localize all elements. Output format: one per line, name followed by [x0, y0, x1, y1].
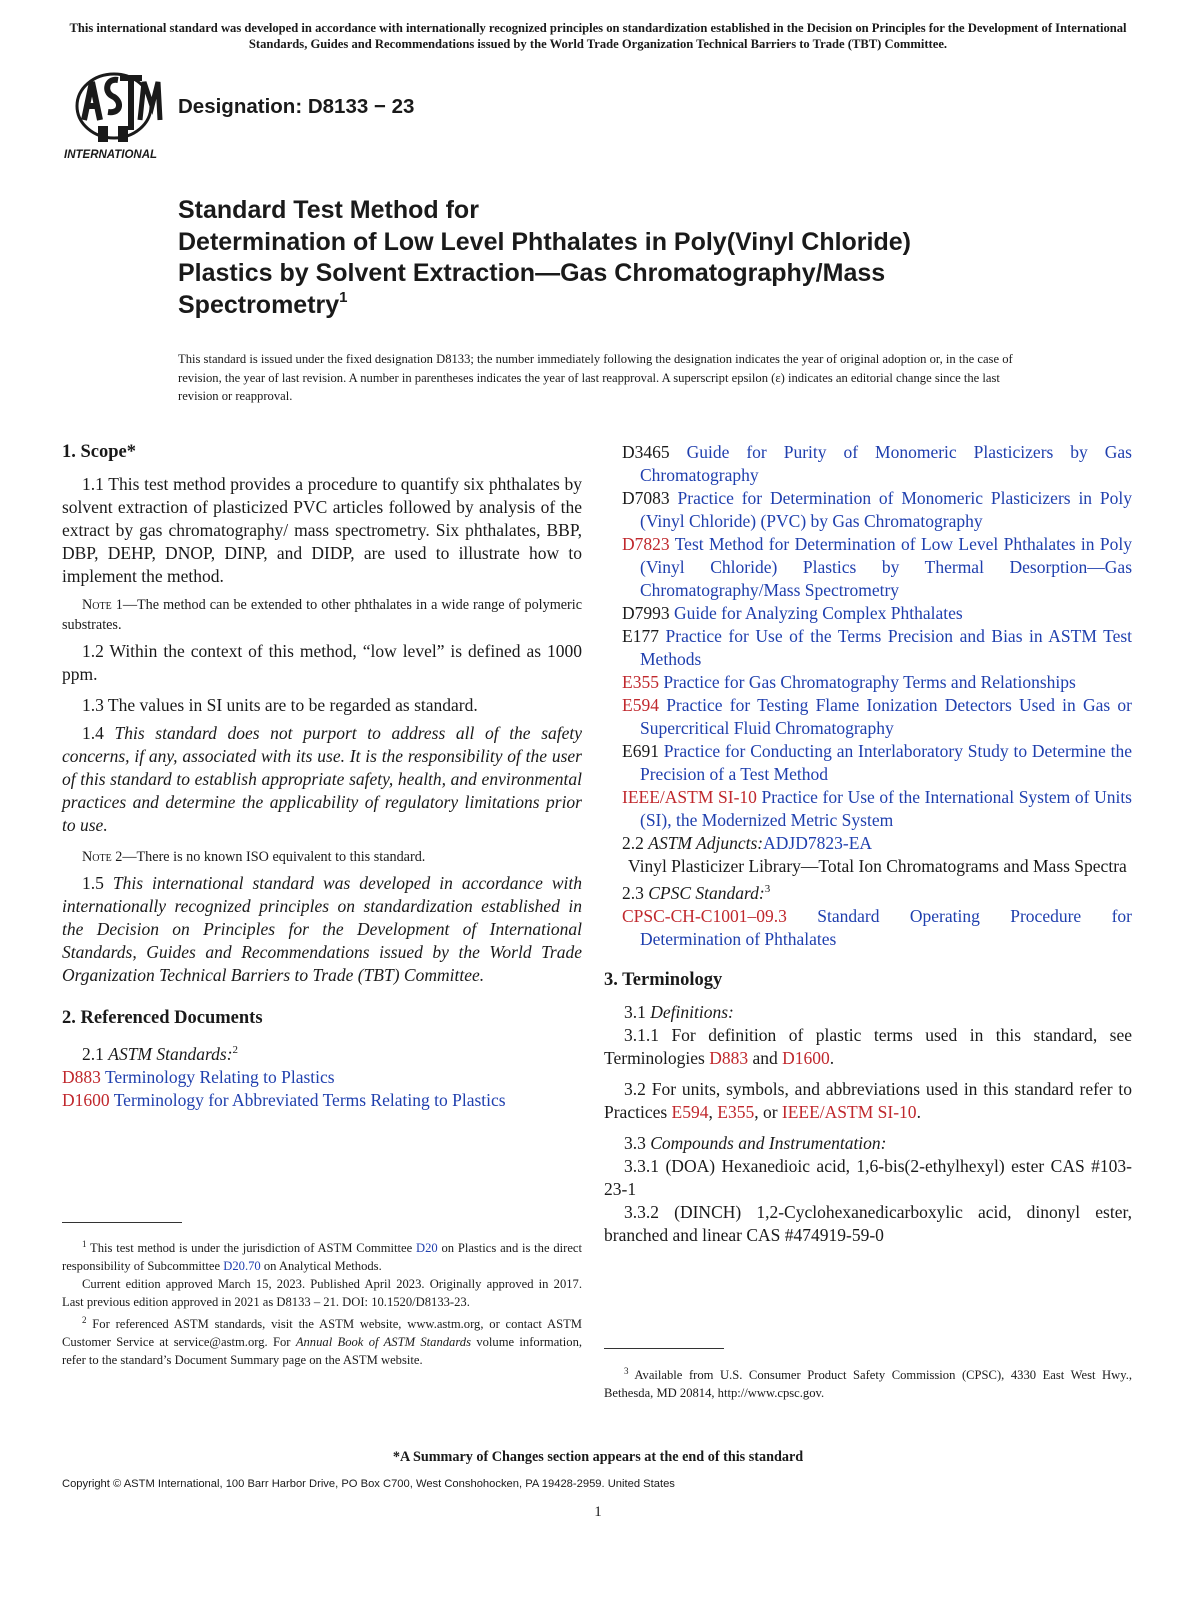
title-line-1: Standard Test Method for — [178, 196, 479, 224]
document-title — [178, 195, 958, 321]
left-column — [62, 441, 582, 1112]
issue-note: This standard is issued under the fixed designation D8133; the number immediately following the designation indicates the year of original adoption or, in the case of revision, the year of last revision. A number in parentheses indicates the year of last reapproval. A superscript epsilon (ε) indicates an editorial change since the last revision or reapproval. — [178, 352, 1013, 403]
ref-title[interactable]: Practice for Gas Chromatography Terms and Relationships — [663, 672, 1076, 692]
refdocs-heading: 2. Referenced Documents — [62, 1008, 263, 1028]
footnotes-left — [62, 1222, 582, 1369]
ref-code[interactable]: E355 — [622, 672, 659, 692]
para-3-3-1: 3.3.1 (DOA) Hexanedioic acid, 1,6-bis(2-ethylhexyl) ester CAS #103-23-1 — [604, 1155, 1132, 1199]
ref-code[interactable]: D1600 — [62, 1089, 110, 1110]
para-1-5-text: This international standard was developed in accordance with internationally recognized principles on standardization established in the Decision on Principles for the Development of International Standards, Guides and Recommendations issued by the World Trade Organization Technical Barriers to Trade (TBT) Committee. — [62, 873, 583, 985]
para-3-1 — [604, 1001, 1132, 1024]
ref-title[interactable]: Guide for Purity of Monomeric Plasticizers by Gas Chromatography — [640, 442, 1132, 485]
ref-code[interactable]: E177 — [622, 626, 659, 646]
para-1-5 — [62, 872, 582, 987]
ref-title[interactable]: Guide for Analyzing Complex Phthalates — [674, 603, 963, 623]
para-3-3-label: Compounds and Instrumentation: — [650, 1132, 887, 1153]
footnote-2 — [62, 1311, 582, 1369]
ref-d7823[interactable] — [622, 533, 1132, 602]
para-2-1-num: 2.1 — [82, 1043, 104, 1064]
footnote-3-mark: 3 — [624, 1366, 629, 1376]
note-1-text: —The method can be extended to other phthalates in a wide range of polymeric substrates. — [62, 597, 582, 633]
ref-code[interactable]: D3465 — [622, 442, 670, 462]
para-2-2-num: 2.2 — [622, 833, 644, 853]
ref-code[interactable]: E594 — [622, 695, 659, 715]
adjunct-description: Vinyl Plasticizer Library—Total Ion Chromatograms and Mass Spectra — [628, 856, 1127, 876]
ref-d883[interactable] — [62, 1066, 582, 1089]
ref-code[interactable]: E691 — [622, 741, 659, 761]
para-1-4-num: 1.4 — [82, 723, 104, 743]
footnote-3 — [604, 1362, 1132, 1402]
logo-label: INTERNATIONAL — [64, 149, 158, 161]
note-1-label: Note 1 — [82, 597, 123, 613]
footnote-3-text: Available from U.S. Consumer Product Safety Commission (CPSC), 4330 East West Hwy., Bethesda, MD 20814, http://www.cpsc.gov. — [604, 1368, 1132, 1401]
link-e355[interactable]: E355 — [717, 1101, 755, 1122]
footnote-link-d20-70[interactable]: D20.70 — [223, 1259, 261, 1274]
ref-title[interactable]: Standard Operating Procedure for Determination of Phthalates — [640, 905, 1133, 949]
ref-code[interactable]: IEEE/ASTM SI-10 — [622, 787, 757, 807]
footnote-2-text-b: volume information, refer to the standard’s Document Summary page on the ASTM website. — [62, 1335, 583, 1368]
para-1-4-text: This standard does not purport to address all of the safety concerns, if any, associated with its use. It is the responsibility of the user of this standard to establish appropriate safety, health, and environmental practices and determine the applicability of regulatory limitations prior to use. — [62, 723, 583, 835]
ref-e594[interactable] — [622, 694, 1132, 740]
para-3-3-2: 3.3.2 (DINCH) 1,2-Cyclohexanedicarboxylic acid, dinonyl ester, branched and linear CAS #474919-59-0 — [604, 1201, 1132, 1245]
astm-logo — [62, 68, 166, 162]
ref-title[interactable]: Practice for Conducting an Interlaboratory Study to Determine the Precision of a Test Method — [640, 741, 1132, 784]
ref-e691[interactable] — [622, 740, 1132, 786]
summary-of-changes-note: *A Summary of Changes section appears at the end of this standard — [392, 1449, 804, 1465]
para-3-3-num: 3.3 — [624, 1132, 646, 1153]
para-2-3-label: CPSC Standard: — [648, 882, 765, 903]
para-2-3-num: 2.3 — [622, 882, 644, 903]
ref-title[interactable]: Practice for Testing Flame Ionization Detectors Used in Gas or Supercritical Fluid Chromatography — [640, 695, 1133, 738]
link-e594[interactable]: E594 — [671, 1101, 709, 1122]
para-3-2-or: , or — [754, 1101, 778, 1122]
footnotes-left-text — [62, 1235, 582, 1369]
link-ieee-si10[interactable]: IEEE/ASTM SI-10 — [781, 1101, 917, 1122]
note-1 — [62, 595, 582, 635]
ref-d1600[interactable] — [62, 1089, 582, 1112]
terminology-heading: 3. Terminology — [604, 969, 723, 990]
para-3-1-1-and: and — [752, 1047, 778, 1068]
footnote-2-text-a: For referenced ASTM standards, visit the ASTM website, www.astm.org, or contact ASTM Customer Service at service@astm.org. For — [62, 1317, 582, 1350]
footnote-1 — [62, 1235, 582, 1275]
ref-title[interactable]: Practice for Use of the Terms Precision and Bias in ASTM Test Methods — [640, 626, 1133, 669]
ref-e177[interactable] — [622, 625, 1132, 671]
footnote-rule — [604, 1348, 724, 1349]
para-1-4 — [62, 722, 582, 837]
para-3-1-1-text: 3.1.1 For definition of plastic terms used in this standard, see Terminologies — [604, 1024, 1132, 1068]
note-2 — [62, 847, 582, 867]
para-3-2-text: 3.2 For units, symbols, and abbreviations used in this standard refer to Practices — [604, 1078, 1132, 1122]
ref-title[interactable]: Terminology Relating to Plastics — [104, 1066, 335, 1087]
para-3-3 — [604, 1132, 1132, 1155]
ref-list-continued — [622, 441, 1132, 951]
footnote-rule — [62, 1222, 182, 1223]
para-2-3-sup: 3 — [764, 883, 771, 895]
astm-logo-icon — [62, 68, 166, 162]
adjunct-link[interactable]: ADJD7823-EA — [763, 833, 873, 853]
ref-code[interactable]: D883 — [62, 1066, 101, 1087]
ref-cpsc[interactable] — [622, 905, 1132, 951]
ref-d7083[interactable] — [622, 487, 1132, 533]
ref-title[interactable]: Test Method for Determination of Low Level Phthalates in Poly (Vinyl Chloride) Plastics by Thermal Desorption—Gas Chromatography/Mass Spectrometry — [640, 534, 1132, 600]
para-1-5-num: 1.5 — [82, 873, 104, 893]
para-3-1-label: Definitions: — [650, 1001, 734, 1022]
copyright-line: Copyright © ASTM International, 100 Barr Harbor Drive, PO Box C700, West Conshohocken, PA 19428-2959. United States — [62, 1478, 675, 1490]
footnote-1-text-a: This test method is under the jurisdiction of ASTM Committee — [90, 1241, 413, 1256]
footnote-1-text-c: on Analytical Methods. — [263, 1259, 382, 1274]
para-1-2: 1.2 Within the context of this method, “low level” is defined as 1000 ppm. — [62, 641, 582, 684]
note-2-label: Note 2 — [82, 849, 123, 865]
ref-title[interactable]: Practice for Use of the International System of Units (SI), the Modernized Metric System — [640, 787, 1132, 830]
title-main: Determination of Low Level Phthalates in Poly(Vinyl Chloride) Plastics by Solvent Extraction—Gas Chromatography/Mass Spectrometry — [178, 227, 911, 319]
footnote-2-mark: 2 — [82, 1315, 87, 1326]
ref-d7993[interactable] — [622, 602, 1132, 625]
footnote-2-italic: Annual Book of ASTM Standards — [295, 1335, 471, 1350]
link-d883[interactable]: D883 — [709, 1047, 749, 1068]
ref-ieee-si10[interactable] — [622, 786, 1132, 832]
top-notice: This international standard was developed in accordance with internationally recognized principles on standardization established in the Decision on Principles for the Development of International Standards, Guides and Recommendations issued by the World Trade Organization Technical Barriers to Trade (TBT) Committee. — [69, 21, 1127, 51]
footnote-link-d20[interactable]: D20 — [415, 1241, 438, 1256]
para-2-3 — [622, 878, 1132, 905]
ref-code[interactable]: D7823 — [622, 534, 670, 554]
link-d1600[interactable]: D1600 — [782, 1047, 830, 1068]
para-1-3: 1.3 The values in SI units are to be regarded as standard. — [82, 695, 478, 715]
para-2-1 — [62, 1039, 582, 1066]
para-2-1-label: ASTM Standards: — [108, 1043, 233, 1064]
para-3-2: 3.2 For units, symbols, and abbreviations used in this standard refer to Practices E594, E355, or IEEE/ASTM SI-10. — [604, 1078, 1132, 1122]
footnote-right — [604, 1348, 1132, 1402]
ref-e355[interactable] — [622, 671, 1132, 694]
ref-code[interactable]: CPSC-CH-C1001–09.3 — [622, 905, 787, 926]
title-footnote-mark: 1 — [339, 288, 348, 306]
ref-title[interactable]: Terminology for Abbreviated Terms Relating to Plastics — [113, 1089, 506, 1110]
para-2-2-label: ASTM Adjuncts: — [648, 833, 764, 853]
para-3-1-num: 3.1 — [624, 1001, 646, 1022]
ref-code[interactable]: D7993 — [622, 603, 670, 623]
right-column — [604, 441, 1132, 1247]
footnote-1-edition: Current edition approved March 15, 2023. Published April 2023. Originally approved in 2017. Last previous edition approved in 2021 as D8133 – 21. DOI: 10.1520/D8133-23. — [62, 1277, 582, 1310]
para-3-1-1: 3.1.1 For definition of plastic terms used in this standard, see Terminologies D883 and D1600. — [604, 1024, 1132, 1068]
footnote-1-mark: 1 — [82, 1239, 87, 1249]
ref-d3465[interactable] — [622, 441, 1132, 487]
note-2-text: —There is no known ISO equivalent to this standard. — [122, 849, 426, 865]
scope-heading: 1. Scope* — [62, 442, 136, 462]
para-1-1: 1.1 This test method provides a procedure to quantify six phthalates by solvent extraction of plasticized PVC articles followed by analysis of the extract by gas chromatography/ mass spectrometry. Six phthalates, BBP, DBP, DEHP, DNOP, DINP, and DIDP, are used to illustrate how to implement the method. — [62, 474, 582, 586]
page-number: 1 — [594, 1504, 602, 1520]
designation: Designation: D8133 − 23 — [178, 95, 415, 118]
para-2-2 — [622, 832, 1132, 855]
ref-code[interactable]: D7083 — [622, 488, 670, 508]
footnote-1-text-b: on Plastics and is the direct responsibility of Subcommittee — [62, 1241, 583, 1274]
para-2-1-sup: 2 — [232, 1044, 239, 1056]
ref-title[interactable]: Practice for Determination of Monomeric Plasticizers in Poly (Vinyl Chloride) (PVC) by Gas Chromatography — [640, 488, 1133, 531]
